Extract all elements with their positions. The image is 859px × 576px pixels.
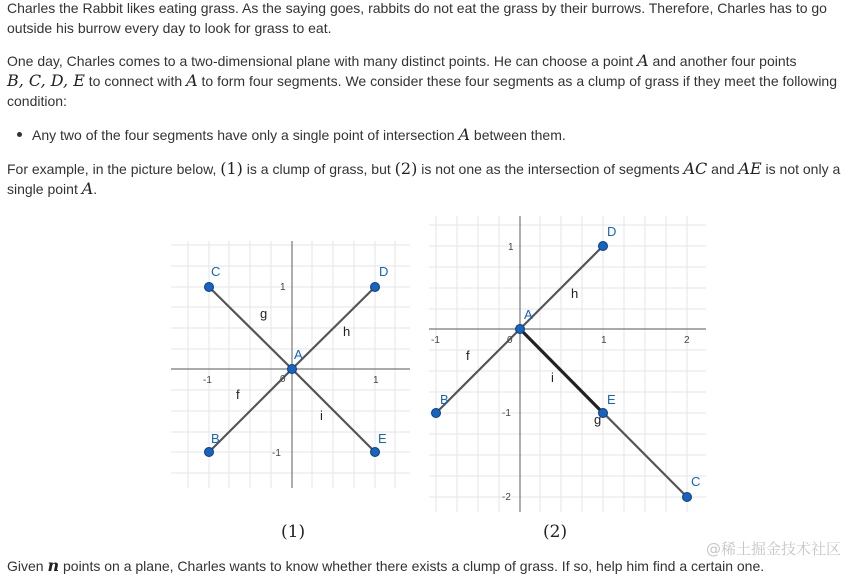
point-c bbox=[205, 283, 214, 292]
point-b bbox=[432, 409, 441, 418]
point-d bbox=[371, 283, 380, 292]
label-c: C bbox=[691, 474, 701, 489]
tick-y-neg1: -1 bbox=[502, 408, 511, 419]
tick-x-1: 1 bbox=[373, 375, 379, 386]
example-line-1: For example, in the picture below, (1) is a clump of grass, but (2) is not one as the intersection of segments AC and AE is not only a bbox=[7, 159, 841, 178]
figure-1-graph bbox=[171, 240, 411, 490]
tick-x-1: 1 bbox=[601, 335, 607, 346]
label-g: g bbox=[260, 306, 268, 321]
label-e: E bbox=[378, 431, 387, 446]
label-i: i bbox=[320, 408, 323, 423]
para2-line-3: condition: bbox=[7, 93, 67, 109]
label-f: f bbox=[466, 348, 470, 363]
tick-y-neg2: -2 bbox=[502, 492, 511, 503]
label-b: B bbox=[440, 392, 449, 407]
tick-x-neg1: -1 bbox=[431, 335, 440, 346]
point-a bbox=[516, 325, 525, 334]
bullet-dot bbox=[17, 132, 22, 137]
label-b: B bbox=[211, 431, 220, 446]
watermark: @稀土掘金技术社区 bbox=[705, 540, 841, 558]
final-line: Given n points on a plane, Charles wants to know whether there exists a clump of grass. If so, help him find a certain one. bbox=[7, 556, 765, 575]
figure-2-caption: (2) bbox=[543, 522, 568, 542]
condition-bullet: Any two of the four segments have only a single point of intersection A between them. bbox=[32, 125, 566, 144]
point-d bbox=[599, 242, 608, 251]
intro-line-1: Charles the Rabbit likes eating grass. As the saying goes, rabbits do not eat the grass by their burrows. Therefore, Charles has to go bbox=[7, 0, 827, 16]
point-c bbox=[683, 493, 692, 502]
label-c: C bbox=[211, 264, 221, 279]
figure-2-graph bbox=[428, 214, 708, 514]
figure-1-caption: (1) bbox=[281, 522, 306, 542]
tick-origin: 0 bbox=[280, 374, 286, 385]
tick-y-1: 1 bbox=[508, 242, 514, 253]
tick-y-neg1: -1 bbox=[272, 448, 281, 459]
point-a bbox=[288, 365, 297, 374]
tick-y-1: 1 bbox=[280, 282, 286, 293]
label-g: g bbox=[594, 412, 602, 427]
label-a: A bbox=[294, 347, 303, 362]
label-h: h bbox=[343, 324, 351, 339]
tick-x-2: 2 bbox=[684, 335, 690, 346]
label-f: f bbox=[236, 387, 240, 402]
label-h: h bbox=[571, 286, 579, 301]
tick-x-neg1: -1 bbox=[203, 375, 212, 386]
point-b bbox=[205, 448, 214, 457]
tick-origin: 0 bbox=[507, 335, 513, 346]
point-e bbox=[371, 448, 380, 457]
para2-line-2: B, C, D, E to connect with A to form four segments. We consider these four segments as a clump of grass if they meet the following bbox=[7, 71, 837, 90]
para2-line-1: One day, Charles comes to a two-dimensional plane with many distinct points. He can choose a point A and another four points bbox=[7, 51, 797, 70]
label-i: i bbox=[551, 370, 554, 385]
label-d: D bbox=[607, 224, 617, 239]
label-a: A bbox=[524, 307, 533, 322]
label-d: D bbox=[379, 264, 389, 279]
label-e: E bbox=[607, 392, 616, 407]
example-line-2: single point A. bbox=[7, 179, 98, 198]
intro-line-2: outside his burrow every day to look for grass to eat. bbox=[7, 20, 332, 36]
